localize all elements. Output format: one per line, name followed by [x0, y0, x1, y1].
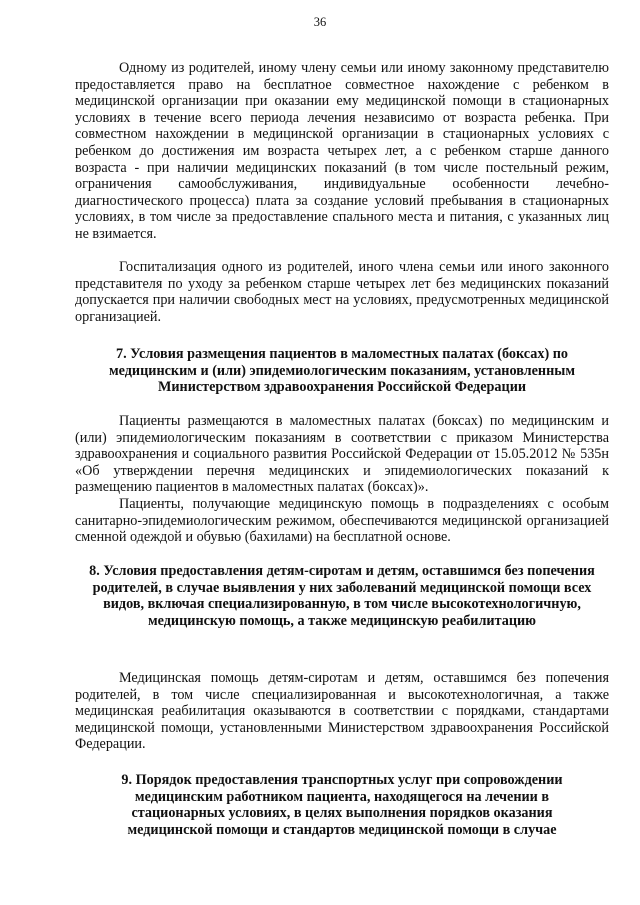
paragraph-small-wards: Пациенты размещаются в маломестных палатах (боксах) по медицинским и (или) эпидемиологическим показаниям в соответствии с приказом Министерства здравоохранения и социального развития Российской Федерации от 15.05.2012 № 535н «Об утверждении перечня медицинских и эпидемиологических показаний к размещению пациентов в маломестных палатах (боксах)».	[75, 413, 609, 496]
paragraph-orphans-care: Медицинская помощь детям-сиротам и детям, оставшимся без попечения родителей, в том числе специализированная и высокотехнологичная, а также медицинская реабилитация оказываются в соответствии с порядками, стандартами медицинской помощи, установленными Министерством здравоохранения Российской Федерации.	[75, 670, 609, 753]
paragraph-sanitary-regime: Пациенты, получающие медицинскую помощь в подразделениях с особым санитарно-эпидемиологическим режимом, обеспечиваются медицинской организацией сменной одеждой и обувью (бахилами) на бесплатной основе.	[75, 496, 609, 546]
section-9-heading: 9. Порядок предоставления транспортных услуг при сопровождении медицинским работником пациента, находящегося на лечении в стационарных условиях, в целях выполнения порядков оказания медицинской помощи и стандартов медицинской помощи в случае	[121, 772, 563, 838]
page-number: 36	[313, 15, 327, 29]
section-7-heading: 7. Условия размещения пациентов в маломестных палатах (боксах) по медицинским и (или) эпидемиологическим показаниям, установленным Министерством здравоохранения Российской Федерации	[108, 346, 576, 396]
paragraph-hospitalization-parent: Госпитализация одного из родителей, иного члена семьи или иного законного представителя по уходу за ребенком старше четырех лет без медицинских показаний допускается при наличии свободных мест на условиях, предусмотренных медицинской организацией.	[75, 259, 609, 325]
paragraph-joint-stay: Одному из родителей, иному члену семьи или иному законному представителю предоставляется право на бесплатное совместное нахождение с ребенком в медицинской организации при оказании ему медицинской помощи в стационарных условиях в течение всего периода лечения независимо от возраста ребенка. При совместном нахождении в медицинской организации в стационарных условиях с ребенком до достижения им возраста четырех лет, а с ребенком старше данного возраста - при наличии медицинских показаний (в том числе постельный режим, ограничения самообслуживания, индивидуальные особенности лечебно-диагностического процесса) плата за создание условий пребывания в стационарных условиях, в том числе за предоставление спального места и питания, с указанных лиц не взимается.	[75, 60, 609, 242]
section-8-heading: 8. Условия предоставления детям-сиротам и детям, оставшимся без попечения родителей, в случае выявления у них заболеваний медицинской помощи всех видов, включая специализированную, в том числе высокотехнологичную, медицинскую помощь, а также медицинскую реабилитацию	[89, 563, 595, 629]
